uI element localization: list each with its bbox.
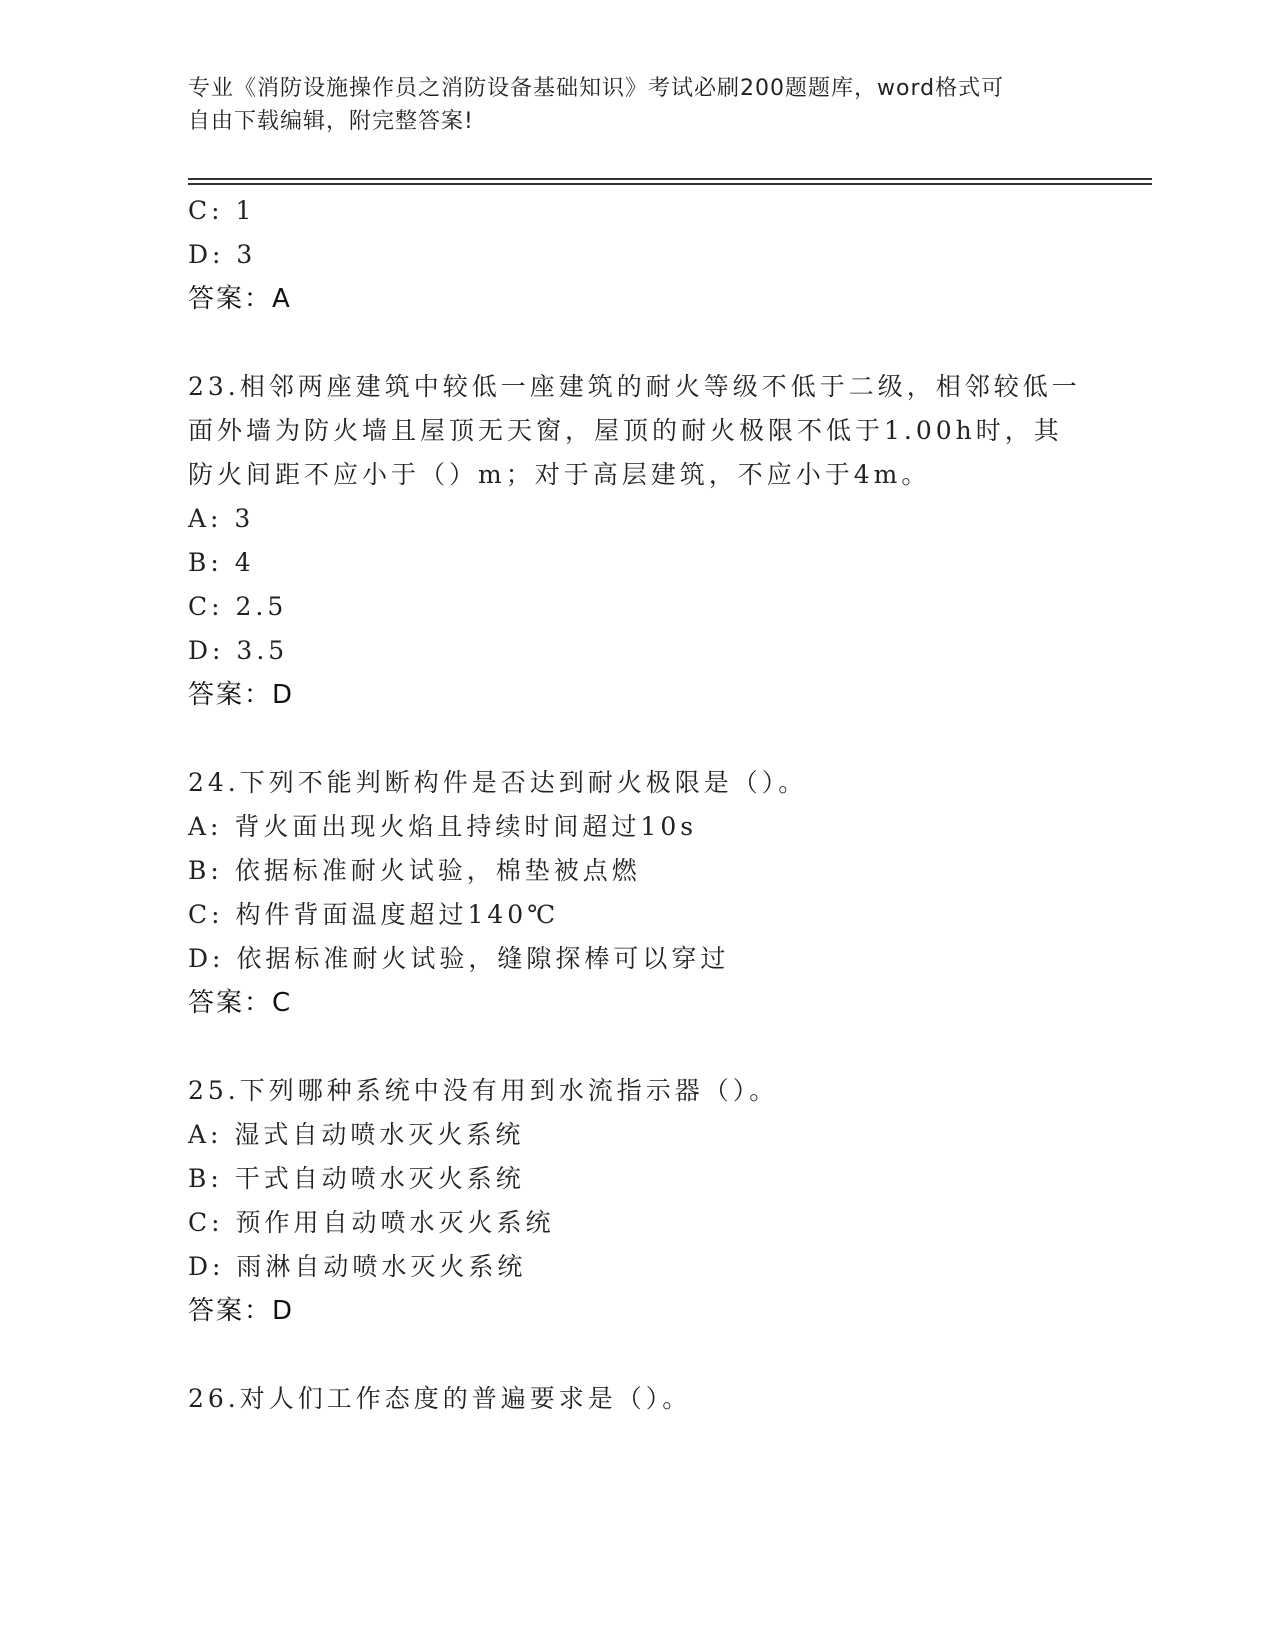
q25-option-d: D: 雨淋自动喷水灭火系统 (188, 1252, 527, 1281)
q25-option-a: A: 湿式自动喷水灭火系统 (188, 1120, 525, 1149)
q25-option-c: C: 预作用自动喷水灭火系统 (188, 1208, 555, 1237)
header-rule-top (188, 178, 1152, 180)
q23-answer: 答案：D (188, 680, 295, 710)
document-header (188, 72, 1068, 138)
q23-option-a: A: 3 (188, 504, 255, 533)
q23-option-b: B: 4 (188, 548, 255, 577)
prev-option-d: D: 3 (188, 240, 257, 269)
q23-option-d: D: 3.5 (188, 636, 289, 665)
header-rule-bottom (188, 183, 1152, 185)
q25-answer: 答案：D (188, 1296, 295, 1326)
q24-option-d: D: 依据标准耐火试验，缝隙探棒可以穿过 (188, 944, 730, 973)
q24-option-a: A: 背火面出现火焰且持续时间超过10s (188, 812, 698, 841)
q26-stem-line-1: 26.对人们工作态度的普遍要求是（）。 (188, 1384, 692, 1413)
q24-stem-line-1: 24.下列不能判断构件是否达到耐火极限是（）。 (188, 768, 808, 797)
header-line-2: 自由下载编辑，附完整答案! (188, 109, 474, 134)
q24-option-c: C: 构件背面温度超过140℃ (188, 900, 560, 929)
q25-option-b: B: 干式自动喷水灭火系统 (188, 1164, 525, 1193)
header-line-1: 专业《消防设施操作员之消防设备基础知识》考试必刷200题题库，word格式可 (188, 76, 1005, 101)
q24-answer: 答案：C (188, 988, 293, 1018)
prev-option-c: C: 1 (188, 196, 256, 225)
q23-stem-line-3: 防火间距不应小于（）m；对于高层建筑，不应小于4m。 (188, 460, 931, 489)
q25-stem-line-1: 25.下列哪种系统中没有用到水流指示器（）。 (188, 1076, 779, 1105)
q23-stem-line-1: 23.相邻两座建筑中较低一座建筑的耐火等级不低于二级，相邻较低一 (188, 372, 1081, 401)
q23-option-c: C: 2.5 (188, 592, 288, 621)
q23-stem-line-2: 面外墙为防火墙且屋顶无天窗，屋顶的耐火极限不低于1.00h时，其 (188, 416, 1063, 445)
q24-option-b: B: 依据标准耐火试验，棉垫被点燃 (188, 856, 641, 885)
prev-answer: 答案：A (188, 284, 292, 314)
